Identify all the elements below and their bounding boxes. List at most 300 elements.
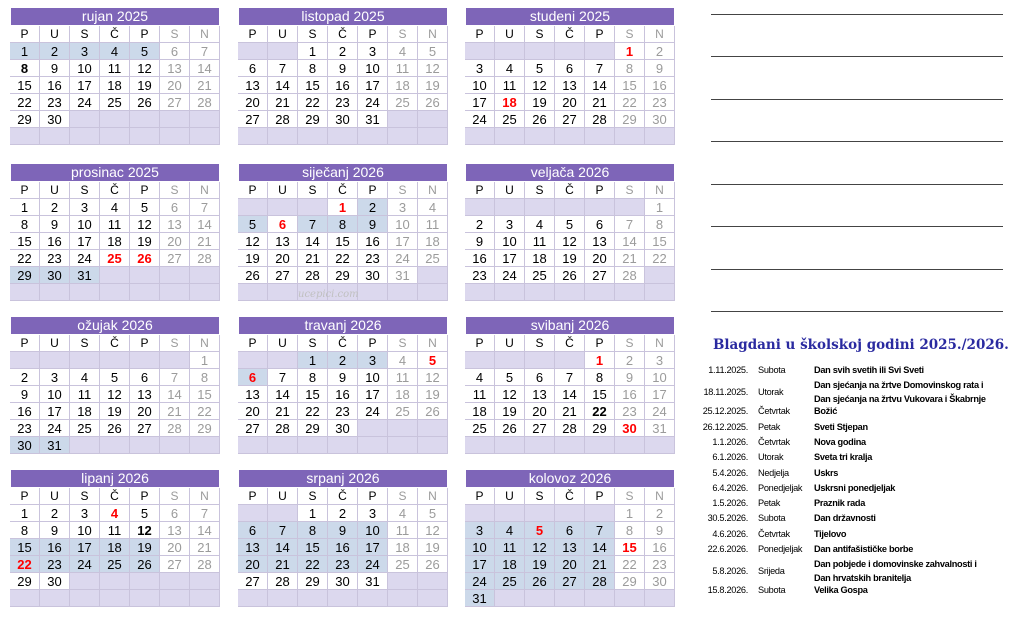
weekday-label: S [388, 26, 418, 43]
day-cell: 17 [495, 250, 525, 267]
day-cell: 13 [525, 386, 555, 403]
day-cell: 5 [555, 216, 585, 233]
month-calendar [10, 7, 220, 145]
day-cell: 10 [358, 60, 388, 77]
day-cell: 10 [388, 216, 418, 233]
weekday-label: N [418, 26, 448, 43]
empty-cell [130, 284, 160, 301]
day-cell: 10 [70, 522, 100, 539]
day-cell: 13 [160, 60, 190, 77]
empty-cell [418, 284, 448, 301]
empty-cell [238, 199, 268, 216]
empty-cell [268, 352, 298, 369]
empty-cell [388, 111, 418, 128]
day-cell: 29 [10, 111, 40, 128]
empty-cell [525, 590, 555, 607]
weekday-label: P [358, 335, 388, 352]
empty-cell [100, 437, 130, 454]
day-cell: 7 [190, 43, 220, 60]
weekday-label: U [40, 335, 70, 352]
weekday-label: Č [328, 488, 358, 505]
empty-cell [585, 437, 615, 454]
month-calendar [465, 316, 675, 454]
day-cell: 9 [645, 60, 675, 77]
weekday-label: P [130, 182, 160, 199]
day-cell: 29 [190, 420, 220, 437]
note-line [711, 56, 1003, 57]
holiday-name: Dan sjećanja na žrtve Domovinskog rata i [814, 380, 984, 391]
weekday-label: N [645, 335, 675, 352]
day-cell: 4 [100, 505, 130, 522]
day-cell: 13 [238, 386, 268, 403]
empty-cell [495, 128, 525, 145]
day-cell: 22 [328, 250, 358, 267]
weekday-label: S [388, 335, 418, 352]
day-cell: 7 [268, 369, 298, 386]
weekday-label: Č [555, 335, 585, 352]
day-cell: 22 [298, 94, 328, 111]
weekday-label: U [40, 26, 70, 43]
empty-cell [328, 437, 358, 454]
holiday-name: Dan antifašističke borbe [814, 544, 913, 554]
holiday-weekday: Nedjelja [758, 467, 789, 478]
day-cell: 23 [358, 250, 388, 267]
day-cell: 31 [40, 437, 70, 454]
day-cell: 16 [10, 403, 40, 420]
empty-cell [190, 284, 220, 301]
day-cell: 19 [418, 77, 448, 94]
holiday-weekday: Subota [758, 585, 786, 596]
day-cell: 26 [238, 267, 268, 284]
day-cell: 30 [645, 573, 675, 590]
empty-cell [100, 267, 130, 284]
day-cell: 21 [268, 403, 298, 420]
holiday-date: 15.8.2026. [707, 585, 748, 596]
day-cell: 18 [388, 386, 418, 403]
empty-cell [160, 128, 190, 145]
empty-cell [555, 590, 585, 607]
day-cell: 16 [328, 77, 358, 94]
day-cell: 12 [130, 60, 160, 77]
weekday-label: P [130, 335, 160, 352]
day-cell: 14 [190, 60, 220, 77]
empty-cell [70, 590, 100, 607]
weekday-label: U [40, 182, 70, 199]
day-cell: 20 [238, 556, 268, 573]
day-cell: 6 [160, 505, 190, 522]
empty-cell [465, 505, 495, 522]
empty-cell [160, 437, 190, 454]
day-cell: 2 [645, 43, 675, 60]
day-cell: 16 [40, 539, 70, 556]
holiday-weekday: Ponedjeljak [758, 544, 803, 554]
empty-cell [418, 267, 448, 284]
day-cell: 7 [268, 60, 298, 77]
day-cell: 6 [238, 369, 268, 386]
note-line [711, 14, 1003, 15]
empty-cell [495, 590, 525, 607]
day-cell: 4 [388, 43, 418, 60]
weekday-label: U [268, 335, 298, 352]
day-cell: 27 [238, 420, 268, 437]
day-cell: 29 [298, 111, 328, 128]
day-cell: 2 [615, 352, 645, 369]
day-cell: 3 [495, 216, 525, 233]
holiday-name: Dan svih svetih ili Svi Sveti [814, 365, 924, 375]
day-cell: 5 [495, 369, 525, 386]
day-cell: 11 [100, 522, 130, 539]
weekday-label: P [10, 26, 40, 43]
day-cell: 1 [10, 43, 40, 60]
day-cell: 14 [585, 539, 615, 556]
day-cell: 25 [100, 250, 130, 267]
empty-cell [10, 128, 40, 145]
weekday-label: P [585, 335, 615, 352]
empty-cell [298, 590, 328, 607]
day-cell: 2 [645, 505, 675, 522]
empty-cell [555, 43, 585, 60]
holiday-name-line2: Dan hrvatskih branitelja [814, 573, 911, 584]
weekday-label: N [418, 182, 448, 199]
day-cell: 6 [268, 216, 298, 233]
day-cell: 15 [645, 233, 675, 250]
day-cell: 9 [615, 369, 645, 386]
day-cell: 4 [100, 43, 130, 60]
empty-cell [40, 128, 70, 145]
day-cell: 4 [388, 352, 418, 369]
weekday-label: S [298, 488, 328, 505]
day-cell: 10 [465, 77, 495, 94]
month-title: kolovoz 2026 [465, 469, 675, 488]
weekday-label: S [615, 26, 645, 43]
day-cell: 2 [10, 369, 40, 386]
day-cell: 2 [40, 43, 70, 60]
holiday-date: 22.6.2026. [707, 544, 748, 554]
holiday-weekday: Utorak [758, 452, 784, 463]
day-cell: 21 [190, 539, 220, 556]
day-cell: 30 [645, 111, 675, 128]
day-cell: 20 [238, 94, 268, 111]
day-cell: 13 [160, 522, 190, 539]
weekday-label: S [525, 182, 555, 199]
weekday-label: U [495, 182, 525, 199]
weekday-label: Č [328, 26, 358, 43]
month-title: travanj 2026 [238, 316, 448, 335]
empty-cell [358, 420, 388, 437]
day-cell: 22 [615, 94, 645, 111]
empty-cell [298, 437, 328, 454]
empty-cell [190, 437, 220, 454]
day-cell: 27 [160, 556, 190, 573]
weekday-label: P [358, 26, 388, 43]
empty-cell [70, 352, 100, 369]
day-cell: 12 [525, 539, 555, 556]
empty-cell [525, 128, 555, 145]
day-cell: 16 [615, 386, 645, 403]
day-cell: 23 [328, 403, 358, 420]
weekday-label: U [495, 335, 525, 352]
day-cell: 26 [130, 556, 160, 573]
day-cell: 14 [190, 216, 220, 233]
day-cell: 10 [70, 216, 100, 233]
day-cell: 12 [525, 77, 555, 94]
day-cell: 22 [585, 403, 615, 420]
day-cell: 2 [40, 199, 70, 216]
day-cell: 23 [645, 94, 675, 111]
day-cell: 27 [238, 573, 268, 590]
holiday-name: Dan državnosti [814, 513, 876, 524]
empty-cell [388, 437, 418, 454]
day-cell: 29 [10, 267, 40, 284]
day-cell: 17 [358, 386, 388, 403]
day-cell: 6 [585, 216, 615, 233]
weekday-label: U [495, 26, 525, 43]
empty-cell [238, 590, 268, 607]
day-cell: 28 [615, 267, 645, 284]
weekday-label: U [40, 488, 70, 505]
day-cell: 29 [298, 573, 328, 590]
day-cell: 30 [40, 573, 70, 590]
note-line [711, 99, 1003, 100]
weekday-label: N [418, 488, 448, 505]
empty-cell [100, 128, 130, 145]
day-cell: 15 [615, 539, 645, 556]
empty-cell [40, 352, 70, 369]
day-cell: 31 [388, 267, 418, 284]
day-cell: 25 [100, 556, 130, 573]
month-calendar [465, 163, 675, 301]
day-cell: 2 [358, 199, 388, 216]
day-cell: 17 [70, 233, 100, 250]
empty-cell [525, 437, 555, 454]
day-cell: 25 [418, 250, 448, 267]
holiday-date: 5.4.2026. [712, 467, 748, 478]
empty-cell [615, 590, 645, 607]
day-cell: 12 [418, 60, 448, 77]
day-cell: 10 [40, 386, 70, 403]
empty-cell [358, 128, 388, 145]
weekday-label: S [70, 335, 100, 352]
empty-cell [495, 43, 525, 60]
day-cell: 6 [555, 60, 585, 77]
day-cell: 22 [10, 250, 40, 267]
day-cell: 18 [388, 539, 418, 556]
day-cell: 3 [40, 369, 70, 386]
weekday-label: S [160, 182, 190, 199]
empty-cell [100, 111, 130, 128]
day-cell: 5 [525, 522, 555, 539]
holiday-weekday: Četvrtak [758, 406, 790, 417]
day-cell: 21 [268, 556, 298, 573]
day-cell: 13 [130, 386, 160, 403]
day-cell: 25 [388, 403, 418, 420]
day-cell: 14 [298, 233, 328, 250]
day-cell: 19 [238, 250, 268, 267]
day-cell: 1 [615, 43, 645, 60]
day-cell: 16 [645, 539, 675, 556]
holiday-date: 1.5.2026. [712, 498, 748, 509]
month-calendar [238, 7, 448, 145]
day-cell: 11 [70, 386, 100, 403]
day-cell: 26 [418, 94, 448, 111]
holiday-name: Uskrs [814, 467, 839, 478]
day-cell: 3 [70, 43, 100, 60]
day-cell: 1 [10, 505, 40, 522]
empty-cell [130, 111, 160, 128]
day-cell: 20 [268, 250, 298, 267]
day-cell: 4 [495, 60, 525, 77]
day-cell: 18 [465, 403, 495, 420]
day-cell: 8 [10, 522, 40, 539]
weekday-label: Č [555, 488, 585, 505]
empty-cell [160, 111, 190, 128]
empty-cell [525, 352, 555, 369]
day-cell: 18 [100, 77, 130, 94]
day-cell: 22 [615, 556, 645, 573]
month-calendar [10, 469, 220, 607]
day-cell: 11 [495, 77, 525, 94]
empty-cell [585, 284, 615, 301]
empty-cell [358, 284, 388, 301]
day-cell: 20 [585, 250, 615, 267]
day-cell: 18 [100, 539, 130, 556]
day-cell: 9 [328, 522, 358, 539]
holiday-weekday: Subota [758, 513, 786, 524]
holiday-weekday: Petak [758, 421, 780, 432]
day-cell: 23 [10, 420, 40, 437]
empty-cell [495, 352, 525, 369]
weekday-label: P [465, 488, 495, 505]
day-cell: 5 [130, 43, 160, 60]
day-cell: 12 [130, 522, 160, 539]
day-cell: 13 [585, 233, 615, 250]
weekday-label: Č [100, 335, 130, 352]
day-cell: 6 [160, 199, 190, 216]
empty-cell [190, 573, 220, 590]
day-cell: 28 [268, 111, 298, 128]
weekday-label: S [160, 335, 190, 352]
day-cell: 16 [40, 77, 70, 94]
day-cell: 11 [388, 522, 418, 539]
empty-cell [645, 128, 675, 145]
day-cell: 7 [585, 60, 615, 77]
day-cell: 11 [418, 216, 448, 233]
day-cell: 30 [328, 111, 358, 128]
day-cell: 12 [495, 386, 525, 403]
day-cell: 11 [465, 386, 495, 403]
day-cell: 18 [495, 556, 525, 573]
day-cell: 13 [555, 77, 585, 94]
weekday-label: S [388, 182, 418, 199]
holiday-weekday: Srijeda [758, 566, 785, 577]
day-cell: 11 [525, 233, 555, 250]
holiday-name: Nova godina [814, 436, 866, 447]
weekday-label: S [298, 26, 328, 43]
day-cell: 7 [190, 199, 220, 216]
empty-cell [585, 43, 615, 60]
empty-cell [298, 128, 328, 145]
empty-cell [388, 590, 418, 607]
day-cell: 5 [525, 60, 555, 77]
day-cell: 1 [10, 199, 40, 216]
month-calendar [465, 469, 675, 607]
day-cell: 4 [418, 199, 448, 216]
empty-cell [585, 128, 615, 145]
day-cell: 26 [555, 267, 585, 284]
month-title: prosinac 2025 [10, 163, 220, 182]
day-cell: 25 [495, 573, 525, 590]
note-line [711, 226, 1003, 227]
day-cell: 10 [358, 369, 388, 386]
day-cell: 10 [465, 539, 495, 556]
holiday-weekday: Četvrtak [758, 528, 790, 539]
weekday-label: U [268, 488, 298, 505]
empty-cell [465, 284, 495, 301]
day-cell: 4 [388, 505, 418, 522]
day-cell: 14 [268, 386, 298, 403]
empty-cell [418, 573, 448, 590]
day-cell: 27 [238, 111, 268, 128]
holiday-weekday: Ponedjeljak [758, 482, 803, 493]
day-cell: 15 [10, 539, 40, 556]
day-cell: 21 [615, 250, 645, 267]
empty-cell [645, 437, 675, 454]
day-cell: 20 [160, 233, 190, 250]
empty-cell [388, 420, 418, 437]
month-calendar [238, 316, 448, 454]
note-line [711, 184, 1003, 185]
empty-cell [130, 573, 160, 590]
month-title: lipanj 2026 [10, 469, 220, 488]
day-cell: 27 [555, 111, 585, 128]
weekday-label: S [298, 335, 328, 352]
weekday-label: S [525, 488, 555, 505]
day-cell: 11 [100, 216, 130, 233]
empty-cell [495, 199, 525, 216]
day-cell: 24 [645, 403, 675, 420]
day-cell: 19 [555, 250, 585, 267]
weekday-label: N [190, 335, 220, 352]
weekday-label: S [388, 488, 418, 505]
weekday-label: S [525, 335, 555, 352]
day-cell: 1 [298, 352, 328, 369]
day-cell: 30 [40, 267, 70, 284]
day-cell: 29 [328, 267, 358, 284]
day-cell: 20 [238, 403, 268, 420]
day-cell: 5 [130, 505, 160, 522]
weekday-label: P [130, 26, 160, 43]
holiday-name: Dan pobjede i domovinske zahvalnosti i [814, 559, 977, 570]
empty-cell [70, 573, 100, 590]
day-cell: 8 [328, 216, 358, 233]
month-title: veljača 2026 [465, 163, 675, 182]
empty-cell [70, 437, 100, 454]
day-cell: 5 [130, 199, 160, 216]
empty-cell [70, 128, 100, 145]
day-cell: 25 [100, 94, 130, 111]
day-cell: 23 [615, 403, 645, 420]
empty-cell [238, 352, 268, 369]
month-calendar [238, 469, 448, 607]
day-cell: 3 [70, 199, 100, 216]
empty-cell [268, 43, 298, 60]
weekday-label: N [190, 488, 220, 505]
day-cell: 2 [328, 352, 358, 369]
day-cell: 7 [585, 522, 615, 539]
day-cell: 18 [418, 233, 448, 250]
month-title: studeni 2025 [465, 7, 675, 26]
weekday-label: S [615, 182, 645, 199]
